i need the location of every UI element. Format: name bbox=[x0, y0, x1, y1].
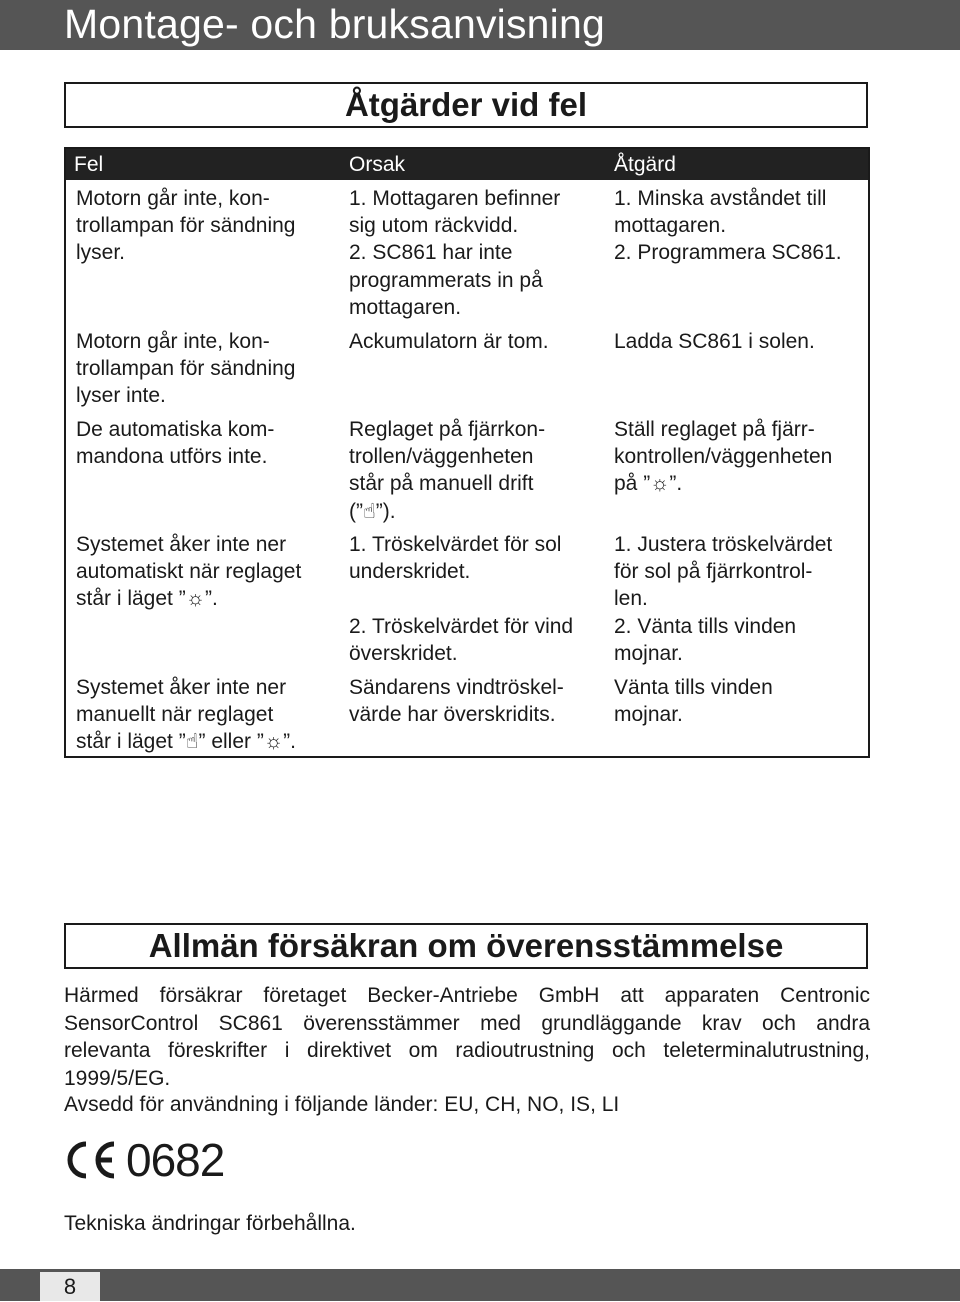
troubleshoot-table bbox=[64, 147, 870, 758]
column-header-fel: Fel bbox=[74, 153, 104, 176]
page-title: Montage- och bruksanvisning bbox=[64, 1, 605, 47]
ce-number: 0682 bbox=[126, 1134, 225, 1186]
table-cell-fel: Motorn går inte, kon- trollampan för sändning lyser inte. bbox=[76, 330, 296, 408]
table-cell-orsak: 1. Mottagaren befinner sig utom räckvidd. 2. SC861 har inte programmerats in på mottagaren. bbox=[349, 187, 561, 319]
table-cell-atgard: Vänta tills vinden mojnar. bbox=[614, 676, 773, 727]
table-cell-orsak: 1. Tröskelvärdet för sol underskridet. 2. Tröskelvärdet för vind överskridet. bbox=[349, 533, 574, 665]
declaration-line: 1999/5/EG. bbox=[64, 1066, 171, 1090]
table-cell-orsak: Sändarens vindtröskel- värde har överskridits. bbox=[349, 676, 564, 727]
table-cell-atgard: 1. Justera tröskelvärdet för sol på fjärrkontrol- len. 2. Vänta tills vinden mojnar. bbox=[614, 533, 833, 665]
table-cell-orsak: Ackumulatorn är tom. bbox=[349, 330, 549, 353]
table-cell-atgard: Ladda SC861 i solen. bbox=[614, 330, 815, 353]
footer-bar bbox=[0, 1269, 960, 1301]
table-cell-atgard: Ställ reglaget på fjärr- kontrollen/väggenheten på ”☼”. bbox=[614, 418, 833, 496]
table-header bbox=[66, 149, 868, 180]
table-cell-fel: De automatiska kom- mandona utförs inte. bbox=[76, 418, 275, 469]
technical-note: Tekniska ändringar förbehållna. bbox=[64, 1212, 356, 1235]
table-cell-fel: Motorn går inte, kon- trollampan för sändning lyser. bbox=[76, 187, 296, 265]
declaration-title: Allmän försäkran om överensstämmelse bbox=[64, 923, 868, 969]
header-bar bbox=[0, 0, 960, 50]
table-cell-fel: Systemet åker inte ner manuellt när reglaget står i läget ”☝” eller ”☼”. bbox=[76, 676, 296, 754]
countries-text: Avsedd för användning i följande länder: EU, CH, NO, IS, LI bbox=[64, 1093, 620, 1116]
declaration-line: Härmed försäkrar företaget Becker-Antriebe GmbH att apparaten Centronic bbox=[64, 984, 870, 1007]
page-number: 8 bbox=[40, 1272, 100, 1301]
declaration-paragraph bbox=[64, 982, 870, 1092]
table-cell-orsak: Reglaget på fjärrkon- trollen/väggenheten står på manuell drift (”☝”). bbox=[349, 418, 546, 523]
table-cell-atgard: 1. Minska avståndet till mottagaren. 2. Programmera SC861. bbox=[614, 187, 842, 265]
troubleshoot-title: Åtgärder vid fel bbox=[64, 82, 868, 128]
declaration-line: SensorControl SC861 överensstämmer med grundläggande krav och andra bbox=[64, 1011, 870, 1035]
column-header-orsak: Orsak bbox=[349, 153, 406, 176]
ce-mark-icon bbox=[64, 1140, 122, 1180]
declaration-line: relevanta föreskrifter i direktivet om radioutrustning och teleterminalutrustning, bbox=[64, 1039, 870, 1062]
table-cell-fel: Systemet åker inte ner automatiskt när reglaget står i läget ”☼”. bbox=[76, 533, 302, 611]
column-header-atgard: Åtgärd bbox=[614, 153, 676, 176]
